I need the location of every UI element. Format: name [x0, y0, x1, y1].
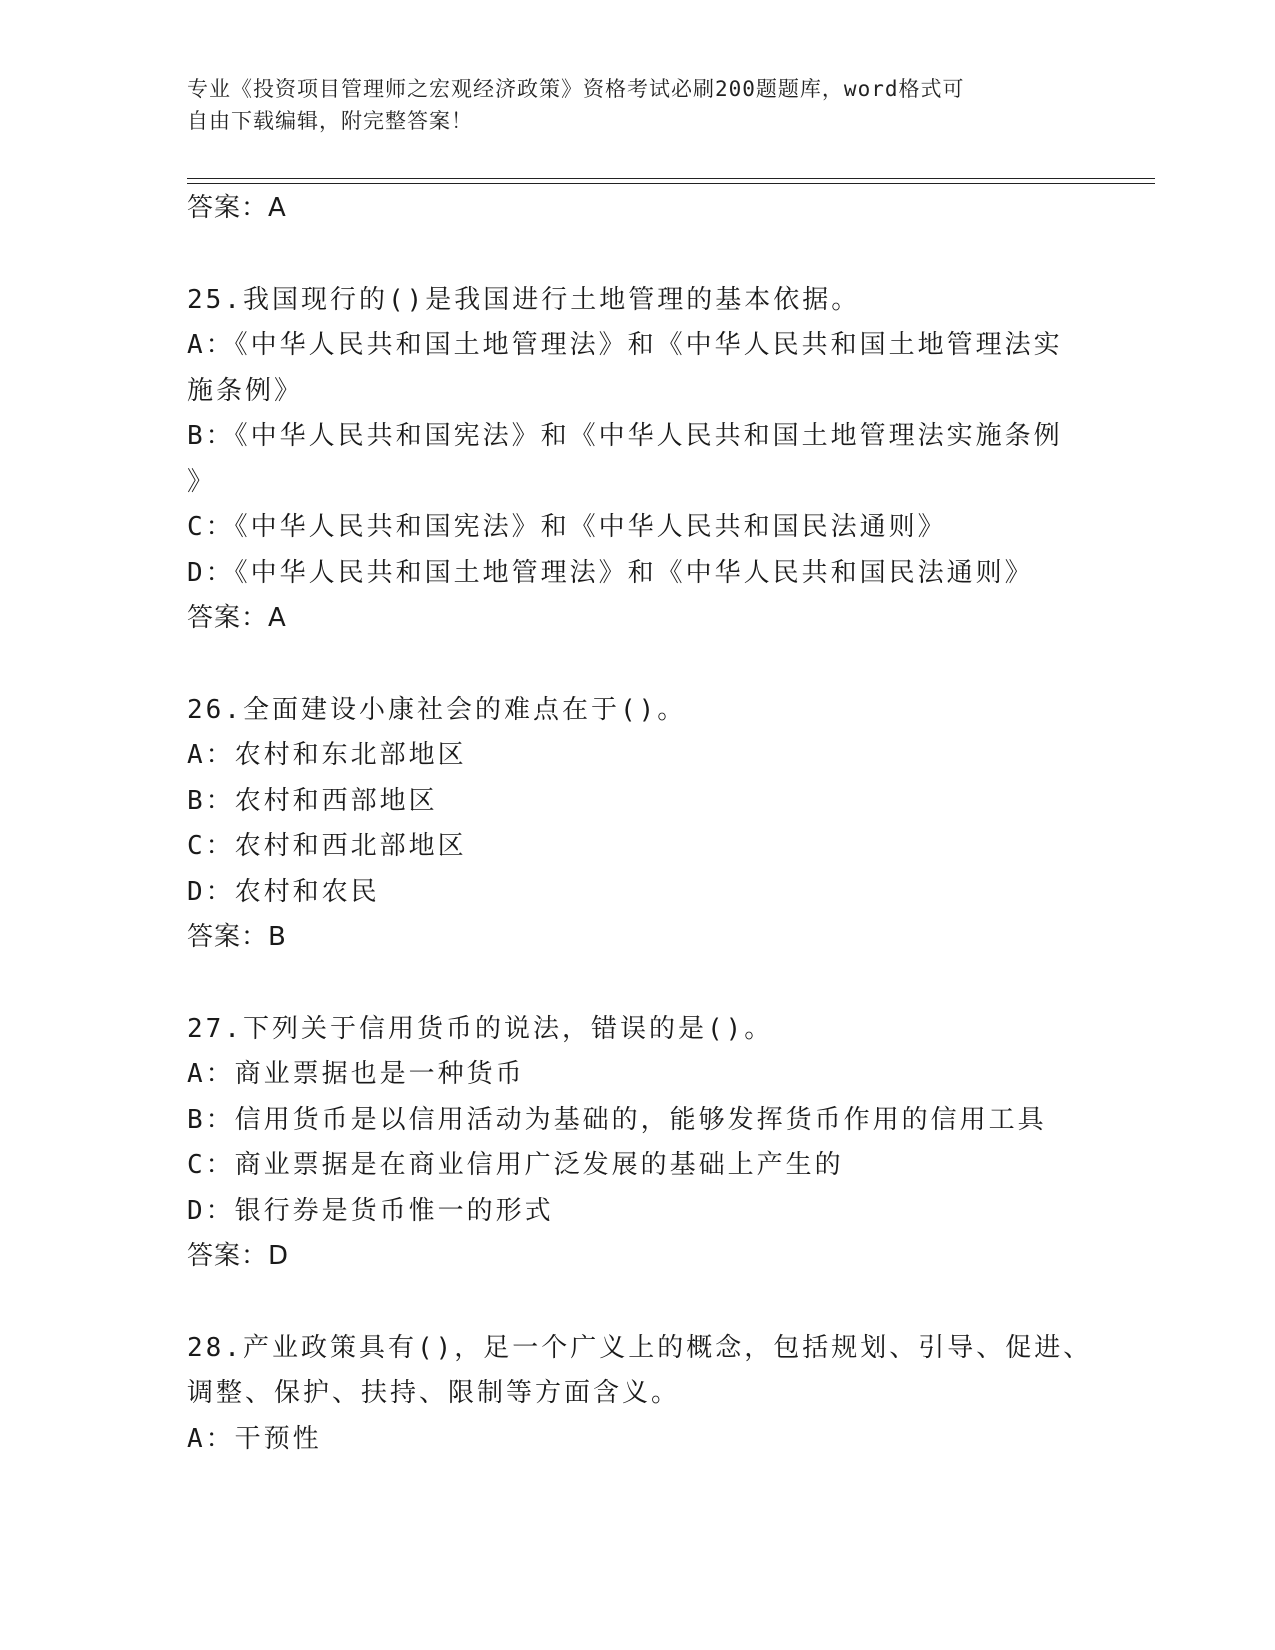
question-stem: 26.全面建设小康社会的难点在于()。 — [187, 694, 687, 725]
option-a: A：农村和东北部地区 — [187, 740, 467, 770]
spacer — [187, 961, 1087, 1007]
question-25 — [187, 278, 1087, 642]
option-a: A：《中华人民共和国土地管理法》和《中华人民共和国土地管理法实 — [187, 330, 1063, 360]
answer: 答案：B — [187, 922, 287, 952]
option-c: C：商业票据是在商业信用广泛发展的基础上产生的 — [187, 1150, 844, 1180]
question-stem: 28.产业政策具有()，足一个广义上的概念，包括规划、引导、促进、 — [187, 1332, 1093, 1363]
question-27 — [187, 1007, 1087, 1280]
question-content — [187, 186, 1093, 1462]
option-a: A：商业票据也是一种货币 — [187, 1059, 525, 1089]
header-line-2: 自由下载编辑，附完整答案！ — [187, 109, 473, 133]
header-divider-bottom — [187, 183, 1155, 184]
option-d: D：农村和农民 — [187, 876, 380, 907]
answer-q24: 答案：A — [187, 193, 287, 223]
option-c: C：农村和西北部地区 — [187, 831, 467, 861]
option-b: B：《中华人民共和国宪法》和《中华人民共和国土地管理法实施条例 — [187, 421, 1063, 451]
answer: 答案：D — [187, 1241, 290, 1271]
option-b-continued: 》 — [187, 466, 217, 497]
option-d: D：银行券是货币惟一的形式 — [187, 1195, 554, 1226]
option-b: B：农村和西部地区 — [187, 785, 438, 816]
question-26 — [187, 688, 1087, 961]
option-a: A：干预性 — [187, 1423, 322, 1454]
option-b: B：信用货币是以信用活动为基础的，能够发挥货币作用的信用工具 — [187, 1104, 1047, 1135]
option-a-continued: 施条例》 — [187, 375, 304, 406]
header-line-1: 专业《投资项目管理师之宏观经济政策》资格考试必刷200题题库，word格式可 — [187, 77, 965, 101]
question-stem: 25.我国现行的()是我国进行土地管理的基本依据。 — [187, 284, 861, 315]
spacer — [187, 642, 1087, 688]
question-28 — [187, 1326, 1093, 1463]
header-divider-top — [187, 178, 1155, 179]
question-stem: 27.下列关于信用货币的说法，错误的是()。 — [187, 1013, 774, 1044]
question-stem-continued: 调整、保护、扶持、限制等方面含义。 — [187, 1378, 681, 1408]
answer: 答案：A — [187, 603, 287, 633]
document-header — [187, 73, 1067, 137]
spacer — [187, 232, 1087, 278]
option-c: C：《中华人民共和国宪法》和《中华人民共和国民法通则》 — [187, 512, 947, 542]
spacer — [187, 1280, 1087, 1326]
option-d: D：《中华人民共和国土地管理法》和《中华人民共和国民法通则》 — [187, 557, 1034, 588]
